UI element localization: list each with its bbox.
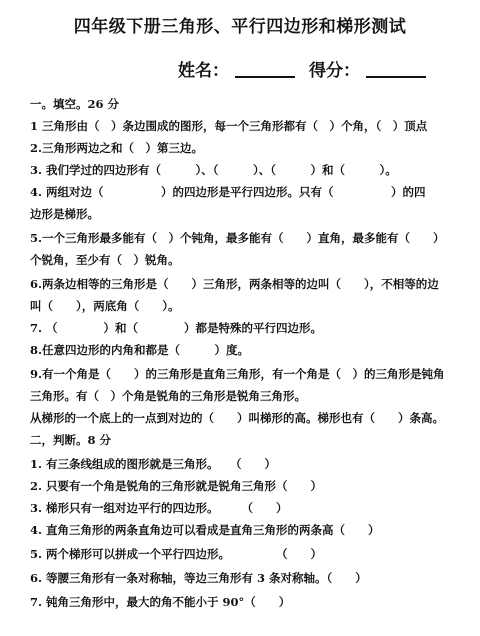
question-line: 叫（ ），两底角（ ）。 bbox=[30, 299, 180, 313]
question-line: 2.三角形两边之和（ ）第三边。 bbox=[30, 141, 204, 155]
question-line: 三角形。有（ ）个角是锐角的三角形是锐角三角形。 bbox=[30, 389, 306, 403]
worksheet-title: 四年级下册三角形、平行四边形和梯形测试 bbox=[73, 17, 407, 37]
judge-line: 3. 梯形只有一组对边平行的四边形。 （ ） bbox=[30, 501, 288, 515]
judge-line: 4. 直角三角形的两条直角边可以看成是直角三角形的两条高（ ） bbox=[30, 523, 380, 537]
question-line: 9.有一个角是（ ）的三角形是直角三角形，有一个角是（ ）的三角形是钝角 bbox=[30, 367, 445, 381]
question-line: 5.一个三角形最多能有（ ）个钝角，最多能有（ ）直角，最多能有（ ） bbox=[30, 231, 445, 245]
name-blank[interactable] bbox=[235, 60, 295, 78]
question-line: 1 三角形由（ ）条边围成的图形，每一个三角形都有（ ）个角，（ ）顶点 bbox=[30, 119, 428, 133]
score-label: 得分： bbox=[309, 61, 360, 81]
judge-line: 5. 两个梯形可以拼成一个平行四边形。 （ ） bbox=[30, 547, 323, 561]
question-line: 边形是梯形。 bbox=[30, 207, 99, 221]
question-line: 从梯形的一个底上的一点到对边的（ ）叫梯形的高。梯形也有（ ）条高。 bbox=[30, 411, 444, 425]
name-label: 姓名： bbox=[178, 61, 229, 81]
question-line: 个锐角，至少有（ ）锐角。 bbox=[30, 253, 180, 267]
name-score-bar bbox=[178, 56, 426, 81]
judge-line: 6. 等腰三角形有一条对称轴，等边三角形有 3 条对称轴。（ ） bbox=[30, 571, 367, 585]
question-line: 3. 我们学过的四边形有（ ）、（ ）、（ ）和（ ）。 bbox=[30, 163, 397, 177]
judge-line: 1. 有三条线组成的图形就是三角形。 （ ） bbox=[30, 457, 277, 471]
section-heading-fill: 一。填空。26 分 bbox=[30, 97, 120, 111]
judge-line: 2. 只要有一个角是锐角的三角形就是锐角三角形（ ） bbox=[30, 479, 323, 493]
question-line: 4. 两组对边（ ）的四边形是平行四边形。只有（ ）的四 bbox=[30, 185, 426, 199]
question-line: 6.两条边相等的三角形是（ ）三角形，两条相等的边叫（ ），不相等的边 bbox=[30, 277, 439, 291]
score-blank[interactable] bbox=[366, 60, 426, 78]
question-line: 7. （ ）和（ ）都是特殊的平行四边形。 bbox=[30, 321, 323, 335]
question-line: 8.任意四边形的内角和都是（ ）度。 bbox=[30, 343, 250, 357]
judge-line: 7. 钝角三角形中，最大的角不能小于 90°（ ） bbox=[30, 595, 291, 609]
section-heading-judge: 二，判断。8 分 bbox=[30, 433, 112, 447]
